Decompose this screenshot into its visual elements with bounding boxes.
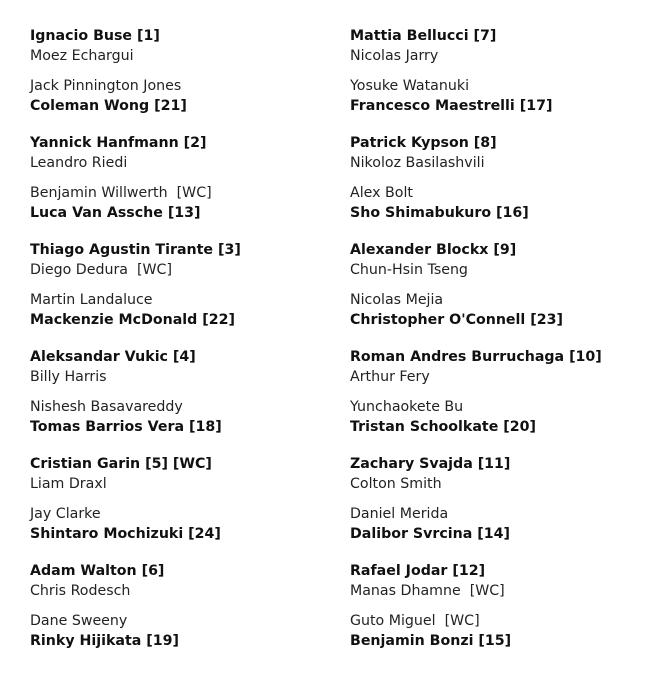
seeded-player-name: Benjamin Bonzi [15] [350,633,512,649]
match-pair [30,183,241,233]
draw-section [30,347,241,454]
match-pair [350,290,602,340]
match-pair [350,504,602,554]
draw-section [30,454,241,561]
player-name: Liam Draxl [30,476,107,492]
draw-section [350,454,602,561]
match-pair [30,240,241,290]
seeded-player-name: Adam Walton [6] [30,563,165,579]
match-pair [30,504,241,554]
seeded-player-name: Aleksandar Vukic [4] [30,349,196,365]
match-pair [30,397,241,447]
seeded-player-name: Sho Shimabukuro [16] [350,205,529,221]
player-name: Martin Landaluce [30,292,153,308]
match-pair [350,347,602,397]
match-pair [350,561,602,611]
draw-section [350,26,602,133]
player-name: Nishesh Basavareddy [30,399,183,415]
match-pair [350,133,602,183]
player-name: Chun-Hsin Tseng [350,262,468,278]
match-pair [30,26,241,76]
player-name: Leandro Riedi [30,155,128,171]
draw-column-right [350,26,602,668]
seeded-player-name: Thiago Agustin Tirante [3] [30,242,241,258]
seeded-player-name: Shintaro Mochizuki [24] [30,526,221,542]
player-name: Chris Rodesch [30,583,131,599]
match-pair [350,397,602,447]
seeded-player-name: Rinky Hijikata [19] [30,633,179,649]
player-name: Arthur Fery [350,369,430,385]
draw-section [30,133,241,240]
seeded-player-name: Roman Andres Burruchaga [10] [350,349,602,365]
seeded-player-name: Cristian Garin [5] [WC] [30,456,212,472]
player-name: Guto Miguel [WC] [350,613,480,629]
player-name: Daniel Merida [350,506,449,522]
match-pair [350,26,602,76]
draw-column-left [30,26,241,668]
match-pair [30,133,241,183]
seeded-player-name: Patrick Kypson [8] [350,135,497,151]
draw-section [350,561,602,668]
seeded-player-name: Dalibor Svrcina [14] [350,526,510,542]
seeded-player-name: Tristan Schoolkate [20] [350,419,536,435]
match-pair [30,76,241,126]
seeded-player-name: Coleman Wong [21] [30,98,187,114]
seeded-player-name: Tomas Barrios Vera [18] [30,419,222,435]
seeded-player-name: Mattia Bellucci [7] [350,28,497,44]
player-name: Billy Harris [30,369,107,385]
player-name: Nikoloz Basilashvili [350,155,485,171]
player-name: Yosuke Watanuki [350,78,470,94]
match-pair [350,240,602,290]
player-name: Colton Smith [350,476,442,492]
match-pair [30,611,241,661]
seeded-player-name: Luca Van Assche [13] [30,205,201,221]
match-pair [30,347,241,397]
seeded-player-name: Rafael Jodar [12] [350,563,486,579]
draw-section [30,561,241,668]
draw-section [30,240,241,347]
player-name: Nicolas Mejia [350,292,444,308]
draw-section [350,240,602,347]
match-pair [30,454,241,504]
player-name: Nicolas Jarry [350,48,439,64]
seeded-player-name: Zachary Svajda [11] [350,456,511,472]
player-name: Benjamin Willwerth [WC] [30,185,212,201]
seeded-player-name: Francesco Maestrelli [17] [350,98,553,114]
player-name: Jay Clarke [30,506,101,522]
player-name: Jack Pinnington Jones [30,78,182,94]
seeded-player-name: Yannick Hanfmann [2] [30,135,207,151]
match-pair [350,611,602,661]
match-pair [350,76,602,126]
match-pair [350,454,602,504]
draw-section [30,26,241,133]
seeded-player-name: Alexander Blockx [9] [350,242,517,258]
player-name: Dane Sweeny [30,613,128,629]
player-name: Yunchaokete Bu [350,399,464,415]
draw-section [350,347,602,454]
draw-section [350,133,602,240]
seeded-player-name: Ignacio Buse [1] [30,28,160,44]
seeded-player-name: Christopher O'Connell [23] [350,312,563,328]
match-pair [30,290,241,340]
seeded-player-name: Mackenzie McDonald [22] [30,312,235,328]
player-name: Manas Dhamne [WC] [350,583,505,599]
player-name: Diego Dedura [WC] [30,262,172,278]
match-pair [30,561,241,611]
match-pair [350,183,602,233]
player-name: Alex Bolt [350,185,413,201]
player-name: Moez Echargui [30,48,134,64]
